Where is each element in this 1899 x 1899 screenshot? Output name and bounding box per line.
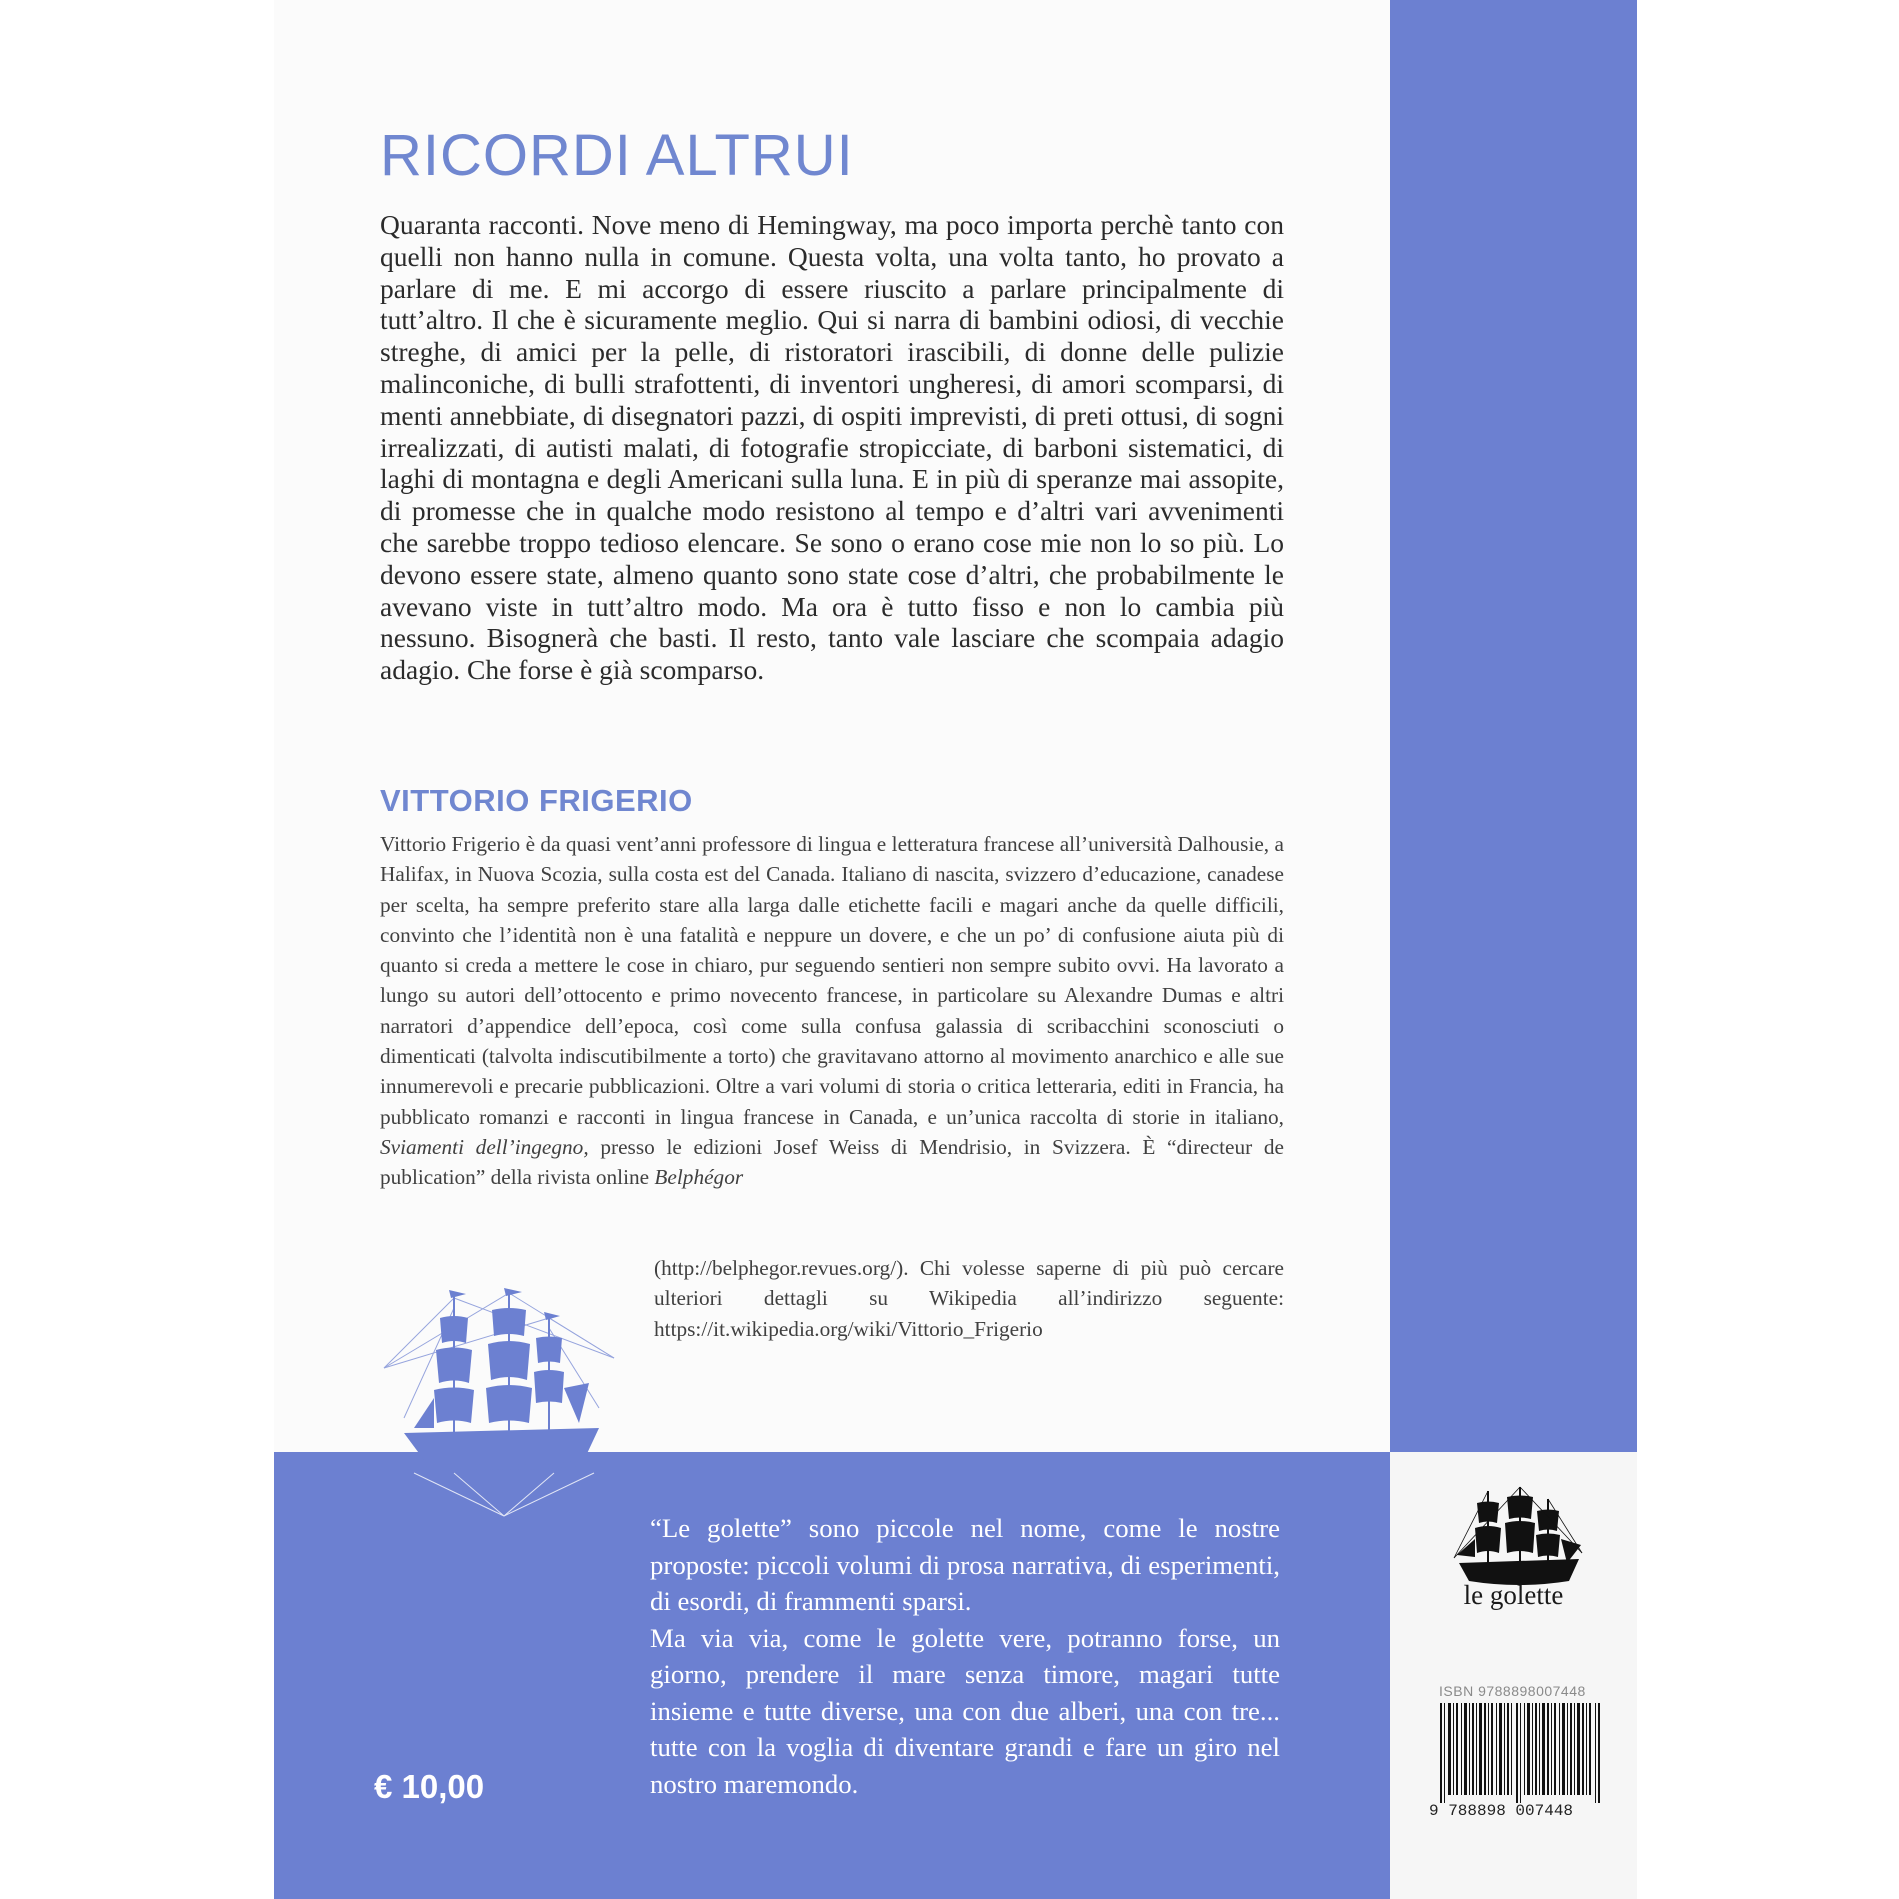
- blue-side-stripe: [1390, 0, 1637, 1452]
- author-bio: [380, 829, 1284, 1193]
- bio-italic-magazine: Belphégor: [654, 1165, 744, 1190]
- series-blurb-first: “Le golette” sono piccole nel nome, come le nostre proposte: piccoli volumi di prosa narrativa, di esperimenti, di esordi, di frammenti sparsi.: [650, 1513, 1280, 1616]
- author-heading: VITTORIO FRIGERIO: [380, 783, 693, 818]
- book-title: RICORDI ALTRUI: [380, 123, 854, 188]
- price-label: € 10,00: [374, 1768, 485, 1805]
- book-back-cover: [274, 0, 1637, 1899]
- publisher-name: le golette: [1463, 1580, 1564, 1610]
- bio-text-1: Vittorio Frigerio è da quasi vent’anni professore di lingua e letteratura francese all’università Dalhousie, a Halifax, in Nuova Scozia, sulla costa est del Canada. Italiano di nascita, svizzero d’educazione, canadese per scelta, ha sempre preferito stare alla larga dalle etichette facili e magari anche da quelle difficili, convinto che l’identità non è una fatalità e neppure un dovere, e che un po’ di confusione aiuta più di quanto si creda a mettere le cose in chiaro, pur seguendo sentieri non sempre subito ovvi. Ha lavorato a lungo su autori dell’ottocento e primo novecento francese, in particolare su Alexandre Dumas e altri narratori d’appendice dell’epoca, così come sulla confusa galassia di scribacchini sconosciuti o dimenticati (talvolta indiscutibilmente a torto) che gravitavano attorno al movimento anarchico e alle sue innumerevoli e precarie pubblicazioni. Oltre a vari volumi di storia o critica letteraria, editi in Francia, ha pubblicato romanzi e racconti in lingua francese in Canada, e un’unica raccolta di storie in italiano,: [380, 832, 1284, 1129]
- book-blurb: Quaranta racconti. Nove meno di Hemingway, ma poco importa perchè tanto con quelli non hanno nulla in comune. Questa volta, una volta tanto, ho provato a parlare di me. E mi accorgo di essere riuscito a parlare principalmente di tutt’altro. Il che è sicuramente meglio. Qui si narra di bambini odiosi, di vecchie streghe, di amici per la pelle, di ristoratori irascibili, di donne delle pulizie malinconiche, di bulli strafottenti, di inventori ungheresi, di amori scomparsi, di menti annebbiate, di disegnatori pazzi, di ospiti imprevisti, di preti ottusi, di sogni irrealizzati, di autisti malati, di fotografie stropicciate, di barboni sistematici, di laghi di montagna e degli Americani sulla luna. E in più di speranze mai assopite, di promesse che in qualche modo resistono al tempo e d’altri vari avvenimenti che sarebbe troppo tedioso elencare. Se sono o erano cose mie non lo so più. Lo devono essere state, almeno quanto sono state cose d’altri, che probabilmente le avevano viste in tutt’altro modo. Ma ora è tutto fisso e non lo cambia più nessuno. Bisognerà che basti. Il resto, tanto vale lasciare che scompaia adagio adagio. Che forse è già scomparso.: [380, 209, 1284, 686]
- author-bio-continued: (http://belphegor.revues.org/). Chi volesse saperne di più può cercare ulteriori dettagli su Wikipedia all’indirizzo seguente: https://it.wikipedia.org/wiki/Vittorio_Frigerio: [654, 1256, 1284, 1341]
- series-blurb: [650, 1510, 1280, 1802]
- isbn-label: ISBN 9788898007448: [1439, 1683, 1586, 1699]
- barcode-number: 9 788898 007448: [1429, 1802, 1574, 1820]
- series-blurb-second: Ma via via, come le golette vere, potranno forse, un giorno, prendere il mare senza timore, magari tutte insieme e tutte diverse, una con due alberi, una con tre... tutte con la voglia di diventare grandi e fare un giro nel nostro maremondo.: [650, 1622, 1280, 1799]
- bio-italic-title: Sviamenti dell’ingegno,: [380, 1134, 589, 1159]
- galleon-ship-icon: [374, 1288, 624, 1518]
- bio-text-2: presso le edizioni Josef Weiss di Mendrisio, in Svizzera. È “directeur de publication” della rivista online: [380, 1134, 1284, 1190]
- barcode-icon: [1440, 1703, 1602, 1803]
